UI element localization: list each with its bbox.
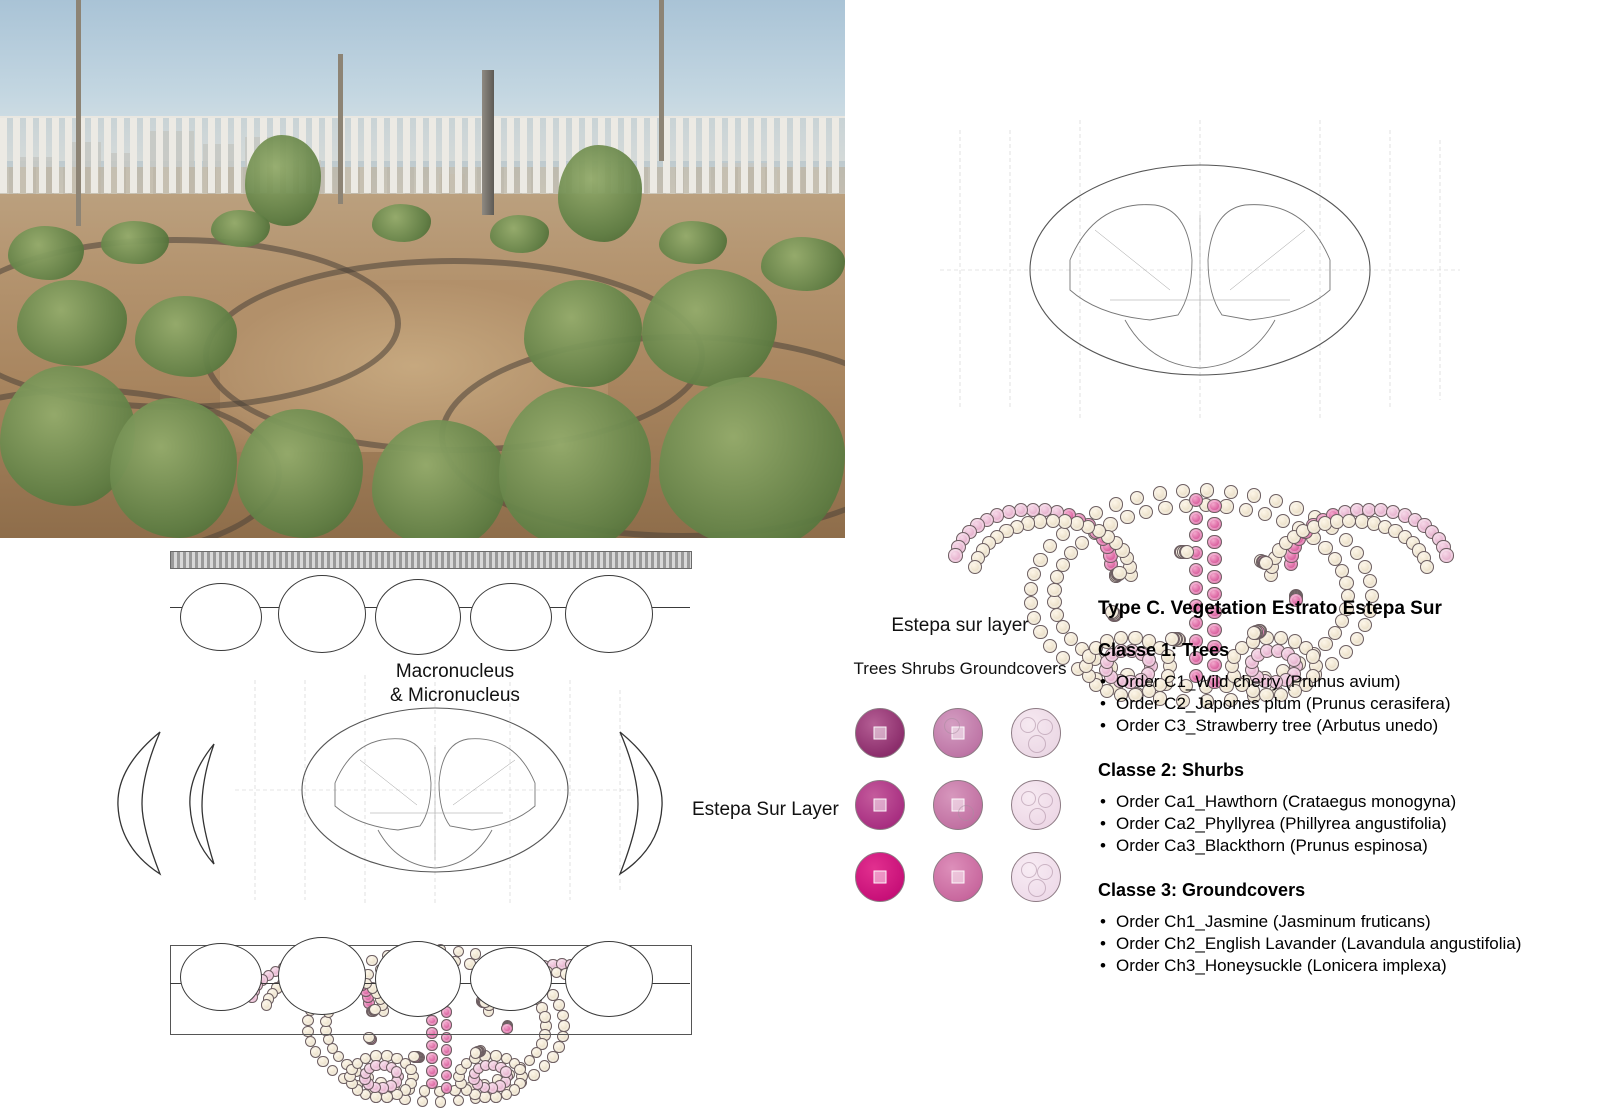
shrub bbox=[372, 204, 431, 242]
planting-dot bbox=[391, 1066, 402, 1077]
plan-drawing-bottom-center bbox=[225, 675, 645, 905]
planting-dot bbox=[1420, 560, 1434, 574]
planting-dot bbox=[327, 1065, 338, 1076]
metal-pole bbox=[482, 70, 494, 215]
shrub bbox=[17, 280, 127, 366]
planting-dot bbox=[1269, 494, 1283, 508]
shrub bbox=[499, 387, 651, 538]
planting-dot bbox=[1189, 563, 1203, 577]
planting-dot bbox=[1439, 548, 1453, 562]
micronucleus-text: & Micronucleus bbox=[390, 685, 520, 706]
tree-canopy-ellipse bbox=[375, 579, 461, 655]
planting-dot bbox=[1075, 536, 1089, 550]
side-blob-left-inner bbox=[182, 740, 226, 868]
planting-dot bbox=[441, 1082, 452, 1093]
swatch-groundcover-blush bbox=[1011, 780, 1061, 830]
planting-dot bbox=[453, 1095, 464, 1106]
planting-dot bbox=[470, 1047, 481, 1058]
plan-drawing-top-right bbox=[920, 110, 1480, 430]
elevation-bottom-row bbox=[170, 925, 690, 1045]
planting-dot bbox=[1189, 581, 1203, 595]
label-macronucleus bbox=[330, 660, 580, 708]
planting-dot bbox=[417, 1096, 428, 1107]
list-item: • Order C1_Wild cherry (Prunus avium) bbox=[1098, 671, 1578, 692]
planting-dot bbox=[1047, 595, 1061, 609]
tree-trunk bbox=[659, 0, 664, 161]
planting-dot bbox=[1363, 574, 1377, 588]
planting-dot bbox=[1258, 507, 1272, 521]
planting-dot bbox=[539, 1060, 550, 1071]
section-heading-trees: Classe 1: Trees bbox=[1098, 640, 1230, 660]
side-blob-left-outer bbox=[108, 728, 180, 878]
planting-dot bbox=[1033, 553, 1047, 567]
tree-canopy-ellipse bbox=[375, 941, 461, 1017]
shrub bbox=[558, 145, 643, 242]
planting-dot bbox=[1056, 558, 1070, 572]
section-hatch-band bbox=[170, 551, 692, 569]
legend-row bbox=[855, 708, 1075, 758]
planting-dot bbox=[1070, 516, 1084, 530]
planting-dot bbox=[1358, 560, 1372, 574]
site-photograph bbox=[0, 0, 845, 538]
section-heading-shrubs: Classe 2: Shurbs bbox=[1098, 760, 1245, 780]
planting-dot bbox=[1046, 514, 1060, 528]
tree-canopy-ellipse bbox=[470, 947, 552, 1011]
shrub bbox=[237, 409, 364, 538]
planting-dot bbox=[514, 1064, 525, 1075]
white-fence bbox=[0, 116, 845, 193]
shrub bbox=[8, 226, 84, 280]
tree-canopy-ellipse bbox=[470, 583, 552, 651]
shrub bbox=[110, 398, 237, 538]
swatch-groundcover-light bbox=[1011, 852, 1061, 902]
tree-canopy-ellipse bbox=[180, 583, 262, 651]
planting-dot bbox=[1153, 486, 1167, 500]
elevation-top-row bbox=[170, 545, 690, 665]
macronucleus-text: Macronucleus bbox=[395, 661, 515, 682]
planting-dot bbox=[1189, 493, 1203, 507]
planting-dot bbox=[441, 1044, 452, 1055]
planting-dot bbox=[426, 1078, 437, 1089]
planting-dot bbox=[426, 1052, 437, 1063]
planting-dot bbox=[1289, 501, 1303, 515]
plan-svg-bottom bbox=[225, 675, 645, 905]
planting-dot bbox=[1207, 517, 1221, 531]
planting-dot bbox=[948, 548, 962, 562]
swatch-shrub-rose bbox=[933, 780, 983, 830]
shrub bbox=[101, 221, 169, 264]
shrub bbox=[490, 215, 549, 253]
planting-dot bbox=[1247, 488, 1261, 502]
planting-dot bbox=[1043, 539, 1057, 553]
list-item: • Order Ch3_Honeysuckle (Lonicera implexa) bbox=[1098, 955, 1578, 976]
label-estepa-sur-layer: Estepa Sur Layer bbox=[692, 799, 839, 820]
legend-swatch-grid bbox=[855, 708, 1075, 924]
planting-dot bbox=[968, 560, 982, 574]
planting-dot bbox=[1224, 485, 1238, 499]
shrub bbox=[524, 280, 642, 388]
swatch-tree-dark-magenta bbox=[855, 708, 905, 758]
list-item: • Order C3_Strawberry tree (Arbutus unedo) bbox=[1098, 715, 1578, 736]
side-blob-right bbox=[600, 728, 672, 878]
planting-dot bbox=[1207, 499, 1221, 513]
tree-trunk bbox=[76, 0, 81, 226]
planting-dot bbox=[408, 1051, 419, 1062]
planting-dot bbox=[441, 1070, 452, 1081]
shrub bbox=[135, 296, 236, 377]
planting-dot bbox=[1112, 566, 1126, 580]
swatch-groundcover-pale-pink bbox=[1011, 708, 1061, 758]
planting-dot bbox=[1139, 505, 1153, 519]
planting-dot bbox=[1024, 596, 1038, 610]
planting-dot bbox=[441, 1057, 452, 1068]
list-item: • Order Ch2_English Lavander (Lavandula angustifolia) bbox=[1098, 933, 1578, 954]
planting-dot bbox=[1207, 552, 1221, 566]
section-heading-groundcovers: Classe 3: Groundcovers bbox=[1098, 880, 1306, 900]
planting-dot bbox=[1056, 527, 1070, 541]
planting-dot bbox=[1033, 514, 1047, 528]
planting-dot bbox=[1339, 576, 1353, 590]
planting-dot bbox=[1207, 570, 1221, 584]
planting-dot bbox=[1064, 546, 1078, 560]
planting-dot bbox=[1058, 514, 1072, 528]
planting-dot bbox=[1207, 535, 1221, 549]
planting-dot bbox=[500, 1066, 511, 1077]
planting-dot bbox=[1120, 510, 1134, 524]
planting-dot bbox=[1350, 546, 1364, 560]
tree-trunk bbox=[338, 54, 343, 205]
planting-dot bbox=[426, 1065, 437, 1076]
tree-canopy-ellipse bbox=[565, 575, 653, 653]
list-trees bbox=[1098, 671, 1578, 736]
legend-title: Estepa sur layer bbox=[891, 615, 1029, 636]
planting-dot bbox=[1109, 497, 1123, 511]
tree-canopy-ellipse bbox=[565, 941, 653, 1017]
swatch-tree-magenta bbox=[855, 780, 905, 830]
planting-dot bbox=[1024, 582, 1038, 596]
list-item: • Order Ch1_Jasmine (Jasminum fruticans) bbox=[1098, 911, 1578, 932]
planting-dot bbox=[1050, 570, 1064, 584]
planting-dot bbox=[547, 1051, 558, 1062]
list-item: • Order Ca3_Blackthorn (Prunus espinosa) bbox=[1098, 835, 1578, 856]
swatch-shrub-mauve bbox=[933, 852, 983, 902]
planting-dot bbox=[528, 1069, 539, 1080]
swatch-tree-bright-magenta bbox=[855, 852, 905, 902]
planting-dot bbox=[1189, 511, 1203, 525]
legend-row bbox=[855, 780, 1075, 830]
tree-canopy-ellipse bbox=[278, 575, 366, 653]
list-item: • Order Ca1_Hawthorn (Crataegus monogyna) bbox=[1098, 791, 1578, 812]
planting-dot bbox=[310, 1046, 321, 1057]
planting-dot bbox=[1189, 528, 1203, 542]
plan-svg-top bbox=[920, 110, 1480, 430]
planting-dot bbox=[1239, 503, 1253, 517]
planting-dot bbox=[1027, 567, 1041, 581]
legend-row bbox=[855, 852, 1075, 902]
vegetation-text-panel bbox=[1098, 598, 1578, 1000]
list-item: • Order Ca2_Phyllyrea (Phillyrea angustifolia) bbox=[1098, 813, 1578, 834]
legend-block bbox=[845, 615, 1075, 679]
shrub bbox=[642, 269, 777, 387]
planting-dot bbox=[1130, 491, 1144, 505]
list-groundcovers bbox=[1098, 911, 1578, 976]
planting-dot bbox=[435, 1096, 446, 1107]
tree-canopy-ellipse bbox=[180, 943, 262, 1011]
shrub bbox=[761, 237, 846, 291]
planting-dot bbox=[1180, 545, 1194, 559]
planting-dot bbox=[1176, 484, 1190, 498]
panel-title: Type C. Vegetation Estrato Estepa Sur bbox=[1098, 598, 1442, 619]
planting-dot bbox=[1276, 514, 1290, 528]
list-item: • Order C2_Japones plum (Prunus cerasifera) bbox=[1098, 693, 1578, 714]
planting-dot bbox=[1339, 533, 1353, 547]
shrub bbox=[659, 221, 727, 264]
planting-dot bbox=[1047, 583, 1061, 597]
legend-subtitle: Trees Shrubs Groundcovers bbox=[853, 659, 1067, 678]
planting-dot bbox=[1158, 501, 1172, 515]
swatch-shrub-pink bbox=[933, 708, 983, 758]
list-shrubs bbox=[1098, 791, 1578, 856]
planting-dot bbox=[405, 1064, 416, 1075]
tree-canopy-ellipse bbox=[278, 937, 366, 1015]
